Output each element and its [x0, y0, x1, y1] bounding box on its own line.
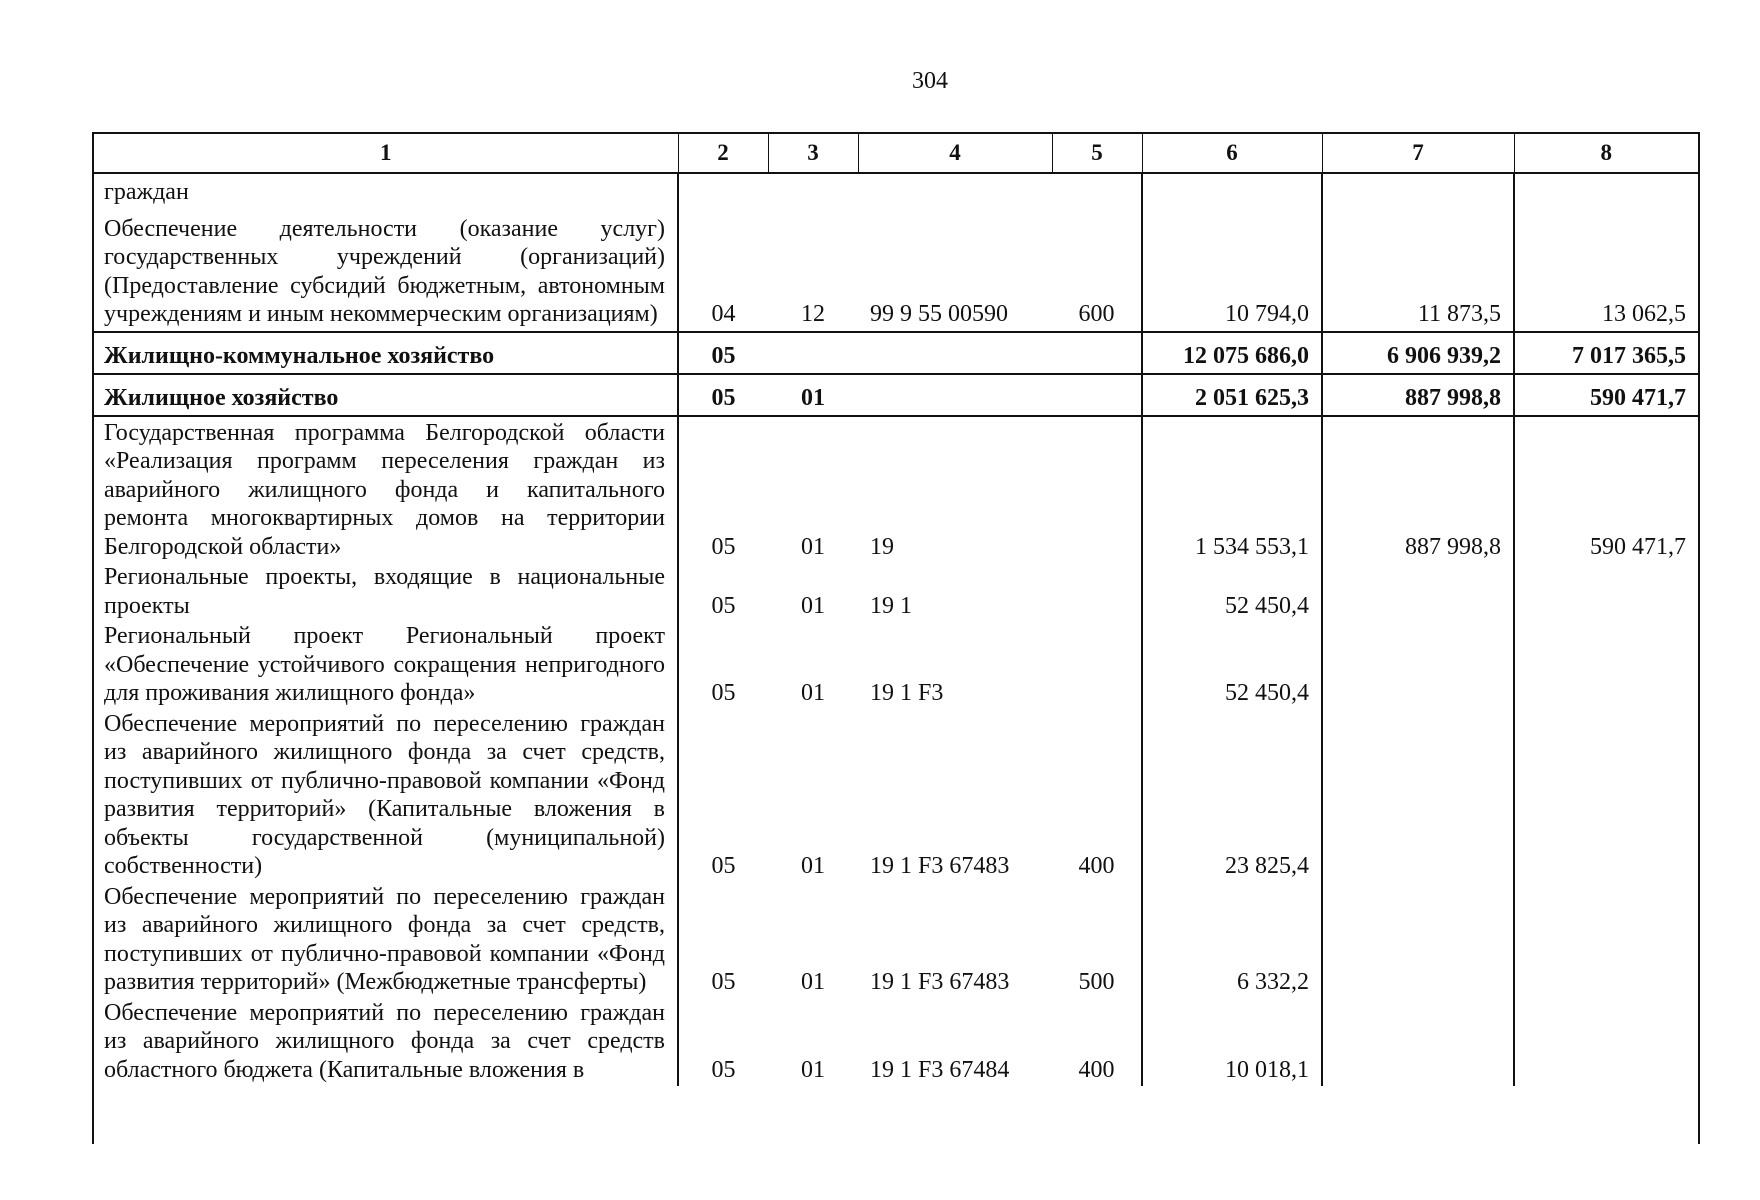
cell-amount-col7: 887 998,8: [1322, 416, 1514, 564]
cell-expense-type: 600: [1052, 209, 1142, 332]
cell-subsection: 01: [801, 592, 825, 619]
cell-section: 05: [711, 1056, 736, 1083]
cell-amount-col8: 590 471,7: [1514, 374, 1698, 416]
cell-section: 05: [678, 374, 768, 416]
table-row-section: [94, 332, 1698, 374]
cell-amount-col6: 1 534 553,1: [1142, 416, 1322, 564]
cell-amount-col6: 12 075 686,0: [1142, 332, 1322, 374]
cell-amount-col7: [1322, 883, 1514, 999]
cell-amount-col7: [1322, 999, 1514, 1087]
cell-subsection: 01: [801, 533, 825, 560]
cell-expense-type: [1052, 563, 1142, 622]
cell-section: 05: [678, 332, 768, 374]
cell-amount-col6: [1142, 173, 1322, 209]
cell-amount-col8: [1514, 622, 1698, 710]
table-row: [94, 173, 1698, 209]
cell-amount-col8: 13 062,5: [1602, 301, 1686, 327]
cell-section: 04: [711, 301, 736, 327]
cell-amount-col8: [1514, 710, 1698, 883]
cell-amount-col8: [1514, 563, 1698, 622]
cell-amount-col6: 2 051 625,3: [1142, 374, 1322, 416]
cell-subsection: 01: [801, 853, 825, 879]
row-description: Обеспечение мероприятий по переселению граждан из аварийного жилищного фонда за счет средств, поступивших от публично-правовой компании «Фонд развития территорий» (Капитальные вложения в объекты государственной (муниципальной) собственности): [94, 710, 678, 883]
cell-section: 05: [711, 969, 736, 995]
cell-expense-type: 400: [1052, 999, 1142, 1087]
cell-target-article: 19 1 F3 67483: [870, 853, 1010, 879]
cell-amount-col7: 887 998,8: [1322, 374, 1514, 416]
table-row: [94, 999, 1698, 1087]
cell-amount-col8: [1514, 173, 1698, 209]
cell-target-article: 99 9 55 00590: [870, 301, 1008, 327]
table-row: [94, 710, 1698, 883]
row-description: Региональные проекты, входящие в национальные проекты: [94, 563, 678, 622]
cell-expense-type: [1052, 374, 1142, 416]
page-number: 304: [912, 68, 948, 94]
budget-table: [94, 134, 1698, 1086]
cell-amount-col6: 52 450,4: [1142, 622, 1322, 710]
column-header-4: 4: [858, 134, 1052, 173]
column-header-2: 2: [678, 134, 768, 173]
table-row: [94, 563, 1698, 622]
cell-target-article: 19 1 F3 67483: [870, 969, 1010, 995]
cell-amount-col6: 6 332,2: [1142, 883, 1322, 999]
budget-table-container: [92, 132, 1700, 1144]
cell-amount-col6: 10 794,0: [1142, 209, 1322, 332]
cell-section: 05: [711, 533, 736, 560]
cell-amount-col7: [1322, 622, 1514, 710]
cell-amount-col7: [1322, 173, 1514, 209]
cell-target-article: 19 1 F3 67484: [870, 1056, 1010, 1083]
column-header-6: 6: [1142, 134, 1322, 173]
row-description: Обеспечение мероприятий по переселению граждан из аварийного жилищного фонда за счет средств, поступивших от публично-правовой компании «Фонд развития территорий» (Межбюджетные трансферты): [94, 883, 678, 999]
cell-expense-type: [1052, 332, 1142, 374]
column-header-3: 3: [768, 134, 858, 173]
cell-amount-col8: 590 471,7: [1590, 533, 1686, 560]
cell-target-article: 19: [870, 533, 894, 560]
cell-amount-col7: [1322, 710, 1514, 883]
cell-target-article: [858, 332, 1052, 374]
table-row: [94, 622, 1698, 710]
column-header-8: 8: [1514, 134, 1698, 173]
row-description: Государственная программа Белгородской области «Реализация программ переселения граждан из аварийного жилищного фонда и капитального ремонта многоквартирных домов на территории Белгородской области»: [94, 416, 678, 564]
row-description: Жилищное хозяйство: [94, 374, 678, 416]
cell-target-article: 19 1 F3: [870, 680, 944, 706]
cell-target-article: [858, 374, 1052, 416]
cell-expense-type: [1052, 416, 1142, 564]
cell-amount-col6: 10 018,1: [1142, 999, 1322, 1087]
cell-amount-col8: [1514, 883, 1698, 999]
cell-section: [678, 173, 768, 209]
cell-subsection: 01: [768, 374, 858, 416]
cell-subsection: 01: [801, 969, 825, 995]
cell-section: 05: [711, 853, 736, 879]
cell-amount-col7: 6 906 939,2: [1322, 332, 1514, 374]
cell-section: 05: [711, 592, 736, 619]
cell-expense-type: 500: [1052, 883, 1142, 999]
column-header-5: 5: [1052, 134, 1142, 173]
cell-amount-col7: 11 873,5: [1322, 209, 1514, 332]
cell-amount-col6: 23 825,4: [1142, 710, 1322, 883]
cell-target-article: 19 1: [870, 592, 912, 619]
cell-subsection: [768, 332, 858, 374]
column-header-7: 7: [1322, 134, 1514, 173]
cell-target-article: [858, 173, 1052, 209]
cell-expense-type: 400: [1052, 710, 1142, 883]
cell-subsection: [768, 173, 858, 209]
cell-subsection: 01: [801, 1056, 825, 1083]
row-description: Региональный проект Региональный проект «Обеспечение устойчивого сокращения непригодного для проживания жилищного фонда»: [94, 622, 678, 710]
cell-section: 05: [711, 680, 736, 706]
cell-amount-col6: 52 450,4: [1142, 563, 1322, 622]
cell-subsection: 12: [801, 301, 825, 327]
cell-subsection: 01: [801, 680, 825, 706]
table-row-section: [94, 374, 1698, 416]
row-description: Жилищно-коммунальное хозяйство: [94, 332, 678, 374]
cell-amount-col8: [1514, 999, 1698, 1087]
row-description: Обеспечение деятельности (оказание услуг) государственных учреждений (организаций) (Предоставление субсидий бюджетным, автономным учреждениям и иным некоммерческим организациям): [94, 209, 678, 332]
table-row: [94, 883, 1698, 999]
cell-expense-type: [1052, 173, 1142, 209]
row-description: Обеспечение мероприятий по переселению граждан из аварийного жилищного фонда за счет средств областного бюджета (Капитальные вложения в: [94, 999, 678, 1087]
table-row: [94, 209, 1698, 332]
cell-amount-col8: 7 017 365,5: [1514, 332, 1698, 374]
table-header-row: [94, 134, 1698, 173]
row-description: граждан: [94, 173, 678, 209]
cell-expense-type: [1052, 622, 1142, 710]
column-header-1: 1: [94, 134, 678, 173]
table-row: [94, 416, 1698, 564]
cell-amount-col7: [1322, 563, 1514, 622]
